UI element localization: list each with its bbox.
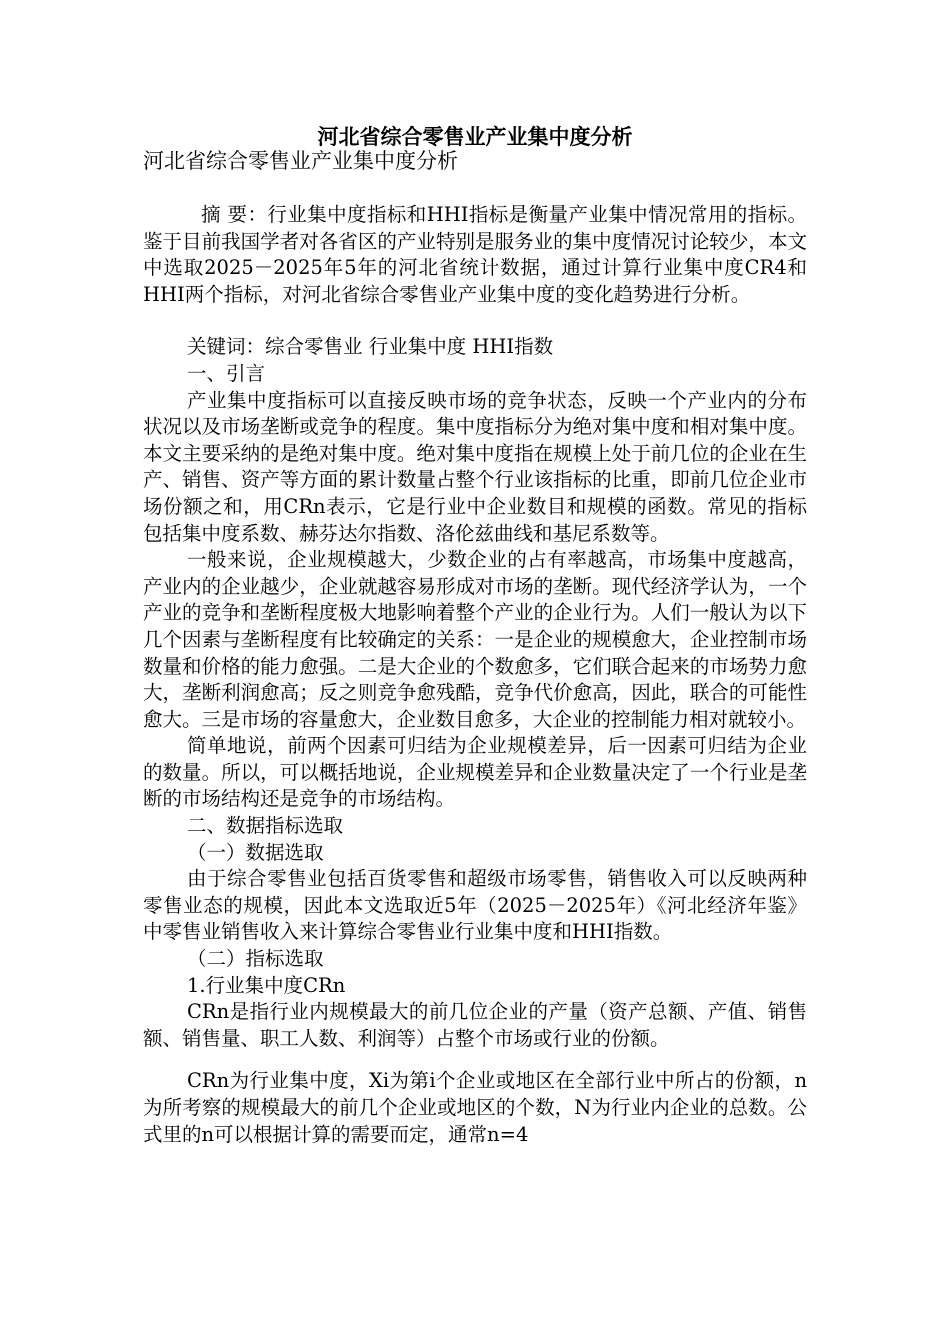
section-2-subsection-2-paragraph-1: CRn是指行业内规模最大的前几位企业的产量（资产总额、产值、销售额、销售量、职工人数、利润等）占整个市场或行业的份额。 <box>143 1000 807 1050</box>
section-2-subsection-2-paragraph-2: CRn为行业集中度，Xi为第i个企业或地区在全部行业中所占的份额，n为所考察的规模最大的前几个企业或地区的个数，N为行业内企业的总数。公式里的n可以根据计算的需要而定，通常n=4 <box>143 1069 807 1146</box>
spacer <box>143 176 807 202</box>
abstract-paragraph: 摘 要：行业集中度指标和HHI指标是衡量产业集中情况常用的指标。鉴于目前我国学者对各省区的产业特别是服务业的集中度情况讨论较少，本文中选取2025－2025年5年的河北省统计数据，通过计算行业集中度CR4和HHI两个指标，对河北省综合零售业产业集中度的变化趋势进行分析。 <box>143 203 807 306</box>
section-2-item-1: 1.行业集中度CRn <box>187 973 346 997</box>
document-subtitle: 河北省综合零售业产业集中度分析 <box>143 149 458 173</box>
section-1-paragraph-2: 一般来说，企业规模越大，少数企业的占有率越高，市场集中度越高，产业内的企业越少，企业就越容易形成对市场的垄断。现代经济学认为，一个产业的竞争和垄断程度极大地影响着整个产业的企业行为。人们一般认为以下几个因素与垄断程度有比较确定的关系：一是企业的规模愈大，企业控制市场数量和价格的能力愈强。二是大企业的个数愈多，它们联合起来的市场势力愈大，垄断利润愈高；反之则竞争愈残酷，竞争代价愈高，因此，联合的可能性愈大。三是市场的容量愈大，企业数目愈多，大企业的控制能力相对就较小。 <box>143 548 807 731</box>
section-1-heading: 一、引言 <box>187 361 266 385</box>
section-1-paragraph-3: 简单地说，前两个因素可归结为企业规模差异，后一因素可归结为企业的数量。所以，可以概括地说，企业规模差异和企业数量决定了一个行业是垄断的市场结构还是竞争的市场结构。 <box>143 734 807 811</box>
section-2-heading: 二、数据指标选取 <box>187 814 344 838</box>
spacer <box>143 1052 807 1068</box>
section-1-paragraph-1: 产业集中度指标可以直接反映市场的竞争状态，反映一个产业内的分布状况以及市场垄断或竞争的程度。集中度指标分为绝对集中度和相对集中度。本文主要采纳的是绝对集中度。绝对集中度指在规模上处于前几位的企业在生产、销售、资产等方面的累计数量占整个行业该指标的比重，即前几位企业市场份额之和，用CRn表示，它是行业中企业数目和规模的函数。常见的指标包括集中度系数、赫芬达尔指数、洛伦兹曲线和基尼系数等。 <box>143 388 807 545</box>
document-body <box>143 146 807 1148</box>
document-title: 河北省综合零售业产业集中度分析 <box>317 124 633 149</box>
spacer <box>143 308 807 334</box>
section-2-subheading-2: （二）指标选取 <box>187 947 324 971</box>
section-2-subsection-1-paragraph: 由于综合零售业包括百货零售和超级市场零售，销售收入可以反映两种零售业态的规模，因此本文选取近5年（2025－2025年）《河北经济年鉴》中零售业销售收入来计算综合零售业行业集中度和HHI指数。 <box>143 867 807 944</box>
section-2-subheading-1: （一）数据选取 <box>187 840 324 864</box>
keywords-line: 关键词：综合零售业 行业集中度 HHI指数 <box>187 335 554 359</box>
